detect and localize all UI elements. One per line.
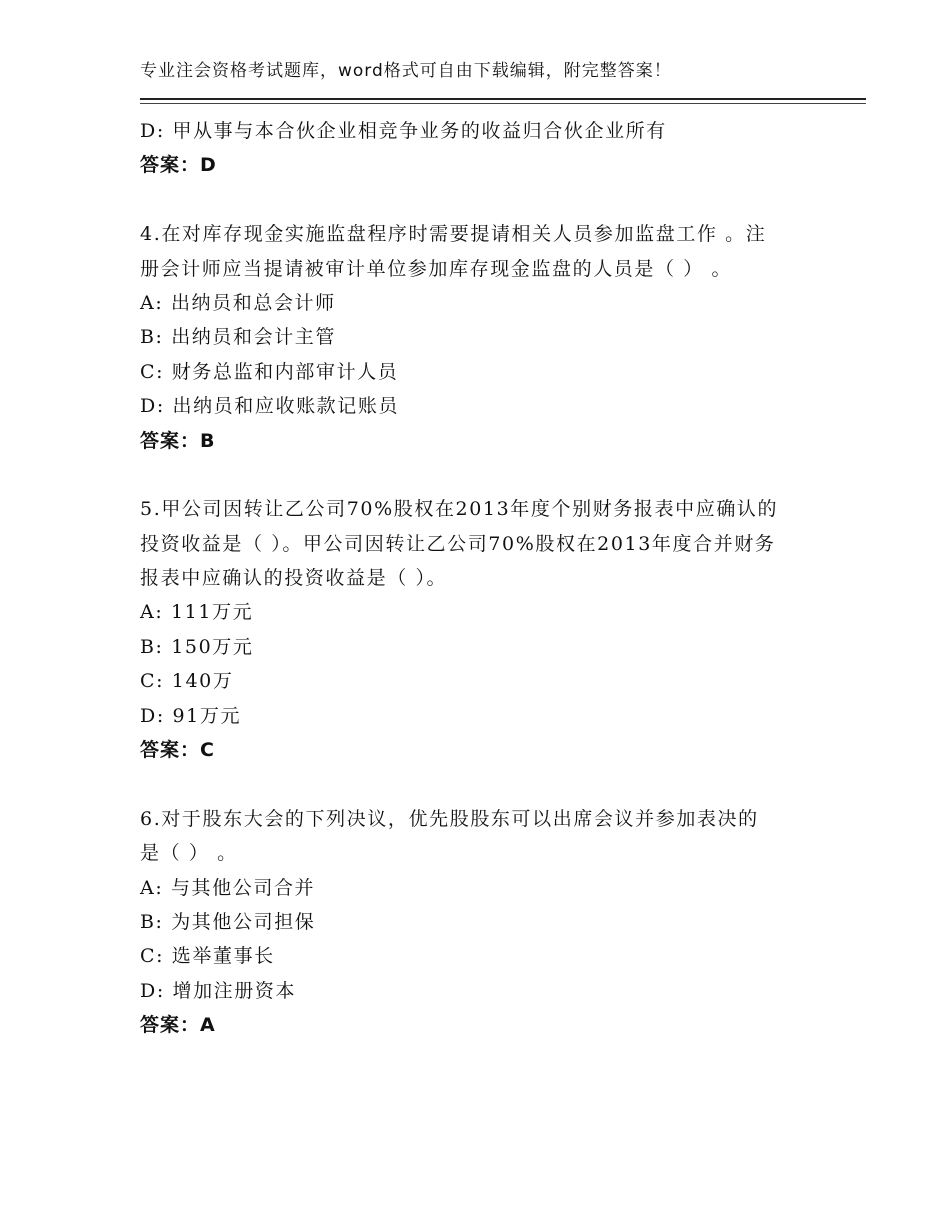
header-rule-thick [140,98,866,100]
option-d: D: 增加注册资本 [140,979,297,1002]
question-text: 报表中应确认的投资收益是（ ）。 [140,567,448,590]
option-b: B: 为其他公司担保 [140,910,316,933]
spacer [140,458,810,492]
answer: 答案：C [140,739,215,762]
page-header: 专业注会资格考试题库，word格式可自由下载编辑，附完整答案！ [140,61,672,81]
option-b: B: 150万元 [140,635,254,658]
option-c: C: 选举董事长 [140,945,275,968]
question-block [140,802,810,1043]
header-rule-thin [140,103,866,104]
option-d: D: 甲从事与本合伙企业相竞争业务的收益归合伙企业所有 [140,120,667,142]
answer: 答案：B [140,429,216,452]
option-a: A: 111万元 [140,601,254,624]
question-text: 册会计师应当提请被审计单位参加库存现金监盘的人员是（ ） 。 [140,257,733,280]
option-d: D: 出纳员和应收账款记账员 [140,395,400,418]
question-text: 6.对于股东大会的下列决议，优先股股东可以出席会议并参加表决的 [140,807,759,830]
spacer [140,767,810,801]
answer: 答案：D [140,154,217,177]
option-c: C: 140万 [140,670,234,693]
question-text: 投资收益是（ ）。甲公司因转让乙公司70%股权在2013年度合并财务 [140,532,776,555]
question-block [140,492,810,767]
option-a: A: 出纳员和总会计师 [140,291,336,314]
question-text: 是（ ） 。 [140,842,238,865]
question-content [140,114,810,1043]
option-b: B: 出纳员和会计主管 [140,326,337,349]
option-c: C: 财务总监和内部审计人员 [140,360,399,383]
answer: 答案：A [140,1014,216,1037]
question-block [140,217,810,458]
question-text: 5.甲公司因转让乙公司70%股权在2013年度个别财务报表中应确认的 [140,498,779,521]
option-a: A: 与其他公司合并 [140,876,316,899]
question-text: 4.在对库存现金实施监盘程序时需要提请相关人员参加监盘工作 。注 [140,223,767,246]
spacer [140,183,810,217]
option-d: D: 91万元 [140,704,242,727]
